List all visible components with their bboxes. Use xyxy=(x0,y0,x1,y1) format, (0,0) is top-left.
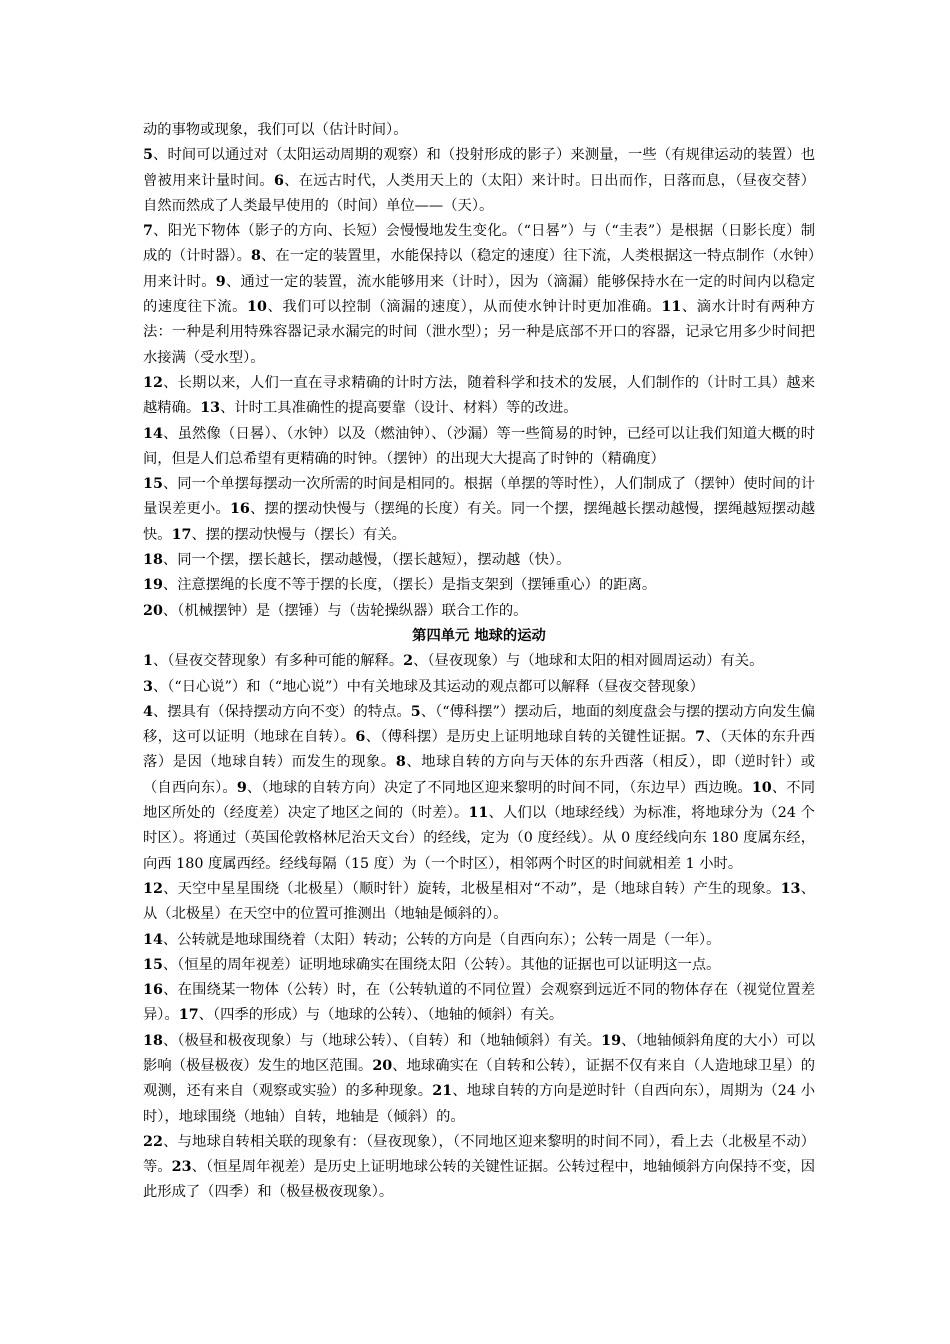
item-number: 3 xyxy=(143,678,153,695)
unit-four-heading: 第四单元 地球的运动 xyxy=(412,627,546,644)
paragraph xyxy=(143,1029,815,1130)
item-number: 21 xyxy=(432,1083,453,1100)
item-number: 6 xyxy=(355,729,366,746)
item-number: 5 xyxy=(410,703,421,720)
item-number: 23 xyxy=(171,1159,192,1176)
item-number: 20 xyxy=(372,1057,393,1074)
item-number: 17 xyxy=(178,1007,199,1024)
item-number: 14 xyxy=(143,931,163,948)
text-run: 、（“日心说”）和（“地心说”）中有关地球及其运动的观点都可以解释（昼夜交替现象） xyxy=(152,678,705,695)
item-number: 9 xyxy=(236,779,247,796)
text-run: 、在一定的装置里，水能保持以（稳定的速度）往下流，人类根据这一特点制作（水钟）用来计时。 xyxy=(143,248,815,290)
text-run: 、通过一定的装置，流水能够用来（计时），因为（滴漏）能够保持水在一定的时间内以稳定的速度往下流。 xyxy=(143,273,815,316)
text-run: 、同一个摆，摆长越长，摆动越慢，（摆长越短），摆动越（快）。 xyxy=(162,552,571,569)
text-run: 、阳光下物体（影子的方向、长短）会慢慢地发生变化。（“日晷”）与（“圭表”）是根据（日影长度）制成的（计时器）。 xyxy=(143,223,815,265)
unit-three-notes xyxy=(143,118,815,624)
text-run: 、摆具有（保持摆动方向不变）的特点。 xyxy=(152,703,411,720)
item-number: 7 xyxy=(695,729,706,746)
item-number: 10 xyxy=(247,299,267,316)
item-number: 22 xyxy=(143,1133,163,1150)
paragraph xyxy=(143,472,815,548)
item-number: 20 xyxy=(143,602,163,619)
paragraph xyxy=(143,877,815,928)
item-number: 10 xyxy=(751,779,772,796)
item-number: 13 xyxy=(780,880,801,897)
item-number: 4 xyxy=(143,703,153,720)
text-run: 、摆的摆动快慢与（摆长）有关。 xyxy=(191,526,406,543)
paragraph xyxy=(143,548,815,573)
item-number: 6 xyxy=(273,172,284,189)
text-run: 、注意摆绳的长度不等于摆的长度，（摆长）是指支架到（摆锤重心）的距离。 xyxy=(162,577,657,594)
item-number: 5 xyxy=(143,147,153,164)
text-run: 、（昼夜交替现象）有多种可能的解释。 xyxy=(152,653,404,670)
text-run: 、（傅科摆）是历史上证明地球自转的关键性证据。 xyxy=(365,729,696,746)
item-number: 16 xyxy=(143,982,163,999)
text-run: 、时间可以通过对（太阳运动周期的观察）和（投射形成的影子）来测量，一些（有规律运动的装置）也曾被用来计量时间。 xyxy=(143,147,815,189)
paragraph xyxy=(143,953,815,978)
text-run: 、（地球的自转方向）决定了不同地区迎来黎明的时间不同，（东边早）西边晚。 xyxy=(246,779,752,796)
paragraph xyxy=(143,371,815,422)
document-page xyxy=(143,118,815,1206)
item-number: 9 xyxy=(215,273,226,290)
text-run: 、（地轴倾斜角度的大小）可以影响（极昼极夜）发生的地区范围。 xyxy=(143,1032,815,1074)
text-run: 、同一个单摆每摆动一次所需的时间是相同的。根据（单摆的等时性），人们制成了（摆钟）使时间的计量误差更小。 xyxy=(143,476,815,518)
item-number: 12 xyxy=(143,880,163,897)
item-number: 19 xyxy=(143,577,163,594)
paragraph xyxy=(143,143,815,219)
item-number: 19 xyxy=(601,1032,622,1049)
text-run: 、从（北极星）在天空中的位置可推测出（地轴是倾斜的）。 xyxy=(143,880,815,923)
item-number: 16 xyxy=(229,501,250,518)
item-number: 15 xyxy=(143,956,163,973)
paragraph xyxy=(143,649,815,674)
item-number: 11 xyxy=(468,805,489,822)
paragraph xyxy=(143,1130,815,1206)
text-run: 、摆的摆动快慢与（摆绳的长度）有关。同一个摆，摆绳越长摆动越慢，摆绳越短摆动越快。 xyxy=(143,501,816,543)
text-run: 、（恒星的周年视差）证明地球确实在围绕太阳（公转）。其他的证据也可以证明这一点。 xyxy=(162,956,721,973)
paragraph xyxy=(143,928,815,953)
item-number: 18 xyxy=(143,552,163,569)
text-run: 、（恒星周年视差）是历史上证明地球公转的关键性证据。公转过程中，地轴倾斜方向保持不变，因此形成了（四季）和（极昼极夜现象）。 xyxy=(143,1159,815,1201)
text-run: 、（“傅科摆”）摆动后，地面的刻度盘会与摆的摆动方向发生偏移，这可以证明（地球在自转）。 xyxy=(143,703,815,746)
text-run: 、长期以来，人们一直在寻求精确的计时方法，随着科学和技术的发展，人们制作的（计时工具）越来越精确。 xyxy=(143,374,815,417)
text-run: 、在围绕某一物体（公转）时，在（公转轨道的不同位置）会观察到远近不同的物体存在（视觉位置差异）。 xyxy=(143,982,815,1024)
item-number: 14 xyxy=(143,425,163,442)
text-run: 、（机械摆钟）是（摆锤）与（齿轮操纵器）联合工作的。 xyxy=(162,602,528,619)
text-run: 动的事物或现象，我们可以（估计时间）。 xyxy=(143,122,408,138)
text-run: 、人们以（地球经线）为标准，将地球分为（24 个时区）。将通过（英国伦敦格林尼治天文台）的经线，定为（0 度经线）。从 0 度经线向东 180 度属东经，向西 180 度属西经。经线每隔（15 度）为（一个时区），相邻两个时区的时间就相差 1 小时。 xyxy=(143,805,815,872)
item-number: 7 xyxy=(143,223,153,240)
item-number: 13 xyxy=(200,400,221,417)
paragraph xyxy=(143,599,815,624)
paragraph xyxy=(143,700,815,877)
text-run: 、（昼夜现象）与（地球和太阳的相对圆周运动）有关。 xyxy=(413,653,764,670)
text-run: 、天空中星星围绕（北极星）（顺时针）旋转，北极星相对“不动”，是（地球自转）产生的现象。 xyxy=(162,880,781,897)
text-run: 、地球自转的方向与天体的东升西落（相反），即（逆时针）或（自西向东）。 xyxy=(143,754,815,796)
item-number: 8 xyxy=(395,754,406,771)
item-number: 12 xyxy=(143,374,163,391)
paragraph xyxy=(143,422,815,473)
item-number: 2 xyxy=(403,653,414,670)
paragraph xyxy=(143,978,815,1029)
paragraph xyxy=(143,675,815,700)
text-run: 、在远古时代，人类用天上的（太阳）来计时。日出而作，日落而息，（昼夜交替）自然而然成了人类最早使用的（时间）单位——（天）。 xyxy=(143,172,815,214)
item-number: 8 xyxy=(250,248,261,265)
text-run: 、滴水计时有两种方法：一种是利用特殊容器记录水漏完的时间（泄水型）；另一种是底部不开口的容器，记录它用多少时间把水接满（受水型）。 xyxy=(143,299,816,366)
text-run: 、我们可以控制（滴漏的速度），从而使水钟计时更加准确。 xyxy=(266,299,662,316)
item-number: 18 xyxy=(143,1032,163,1049)
text-run: 、与地球自转相关联的现象有：（昼夜现象），（不同地区迎来黎明的时间不同），看上去（北极星不动）等。 xyxy=(143,1133,815,1176)
item-number: 15 xyxy=(143,476,163,493)
paragraph xyxy=(143,118,815,143)
text-run: 、不同地区所处的（经度差）决定了地区之间的（时差）。 xyxy=(143,779,815,822)
text-run: 、地球自转的方向是逆时针（自西向东），周期为（24 小时），地球围绕（地轴）自转，地轴是（倾斜）的。 xyxy=(143,1083,815,1125)
unit-four-notes xyxy=(143,649,815,1206)
text-run: 、地球确实在（自转和公转），证据不仅有来自（人造地球卫星）的观测，还有来自（观察或实验）的多种现象。 xyxy=(143,1057,816,1100)
text-run: 、（极昼和极夜现象）与（地球公转）、（自转）和（地轴倾斜）有关。 xyxy=(162,1032,602,1049)
text-run: 、公转就是地球围绕着（太阳）转动；公转的方向是（自西向东）；公转一周是（一年）。 xyxy=(162,931,721,948)
item-number: 1 xyxy=(143,653,153,670)
paragraph xyxy=(143,219,815,371)
text-run: 、（四季的形成）与（地球的公转）、（地轴的倾斜）有关。 xyxy=(198,1007,564,1024)
item-number: 11 xyxy=(661,299,682,316)
text-run: 、计时工具准确性的提高要靠（设计、材料）等的改进。 xyxy=(220,400,578,417)
paragraph xyxy=(143,573,815,598)
text-run: 、虽然像（日晷）、（水钟）以及（燃油钟）、（沙漏）等一些简易的时钟，已经可以让我们知道大概的时间，但是人们总希望有更精确的时钟。（摆钟）的出现大大提高了时钟的（精确度） xyxy=(143,425,815,467)
text-run: 、（天体的东升西落）是因（地球自转）而发生的现象。 xyxy=(143,729,815,771)
item-number: 17 xyxy=(171,526,192,543)
